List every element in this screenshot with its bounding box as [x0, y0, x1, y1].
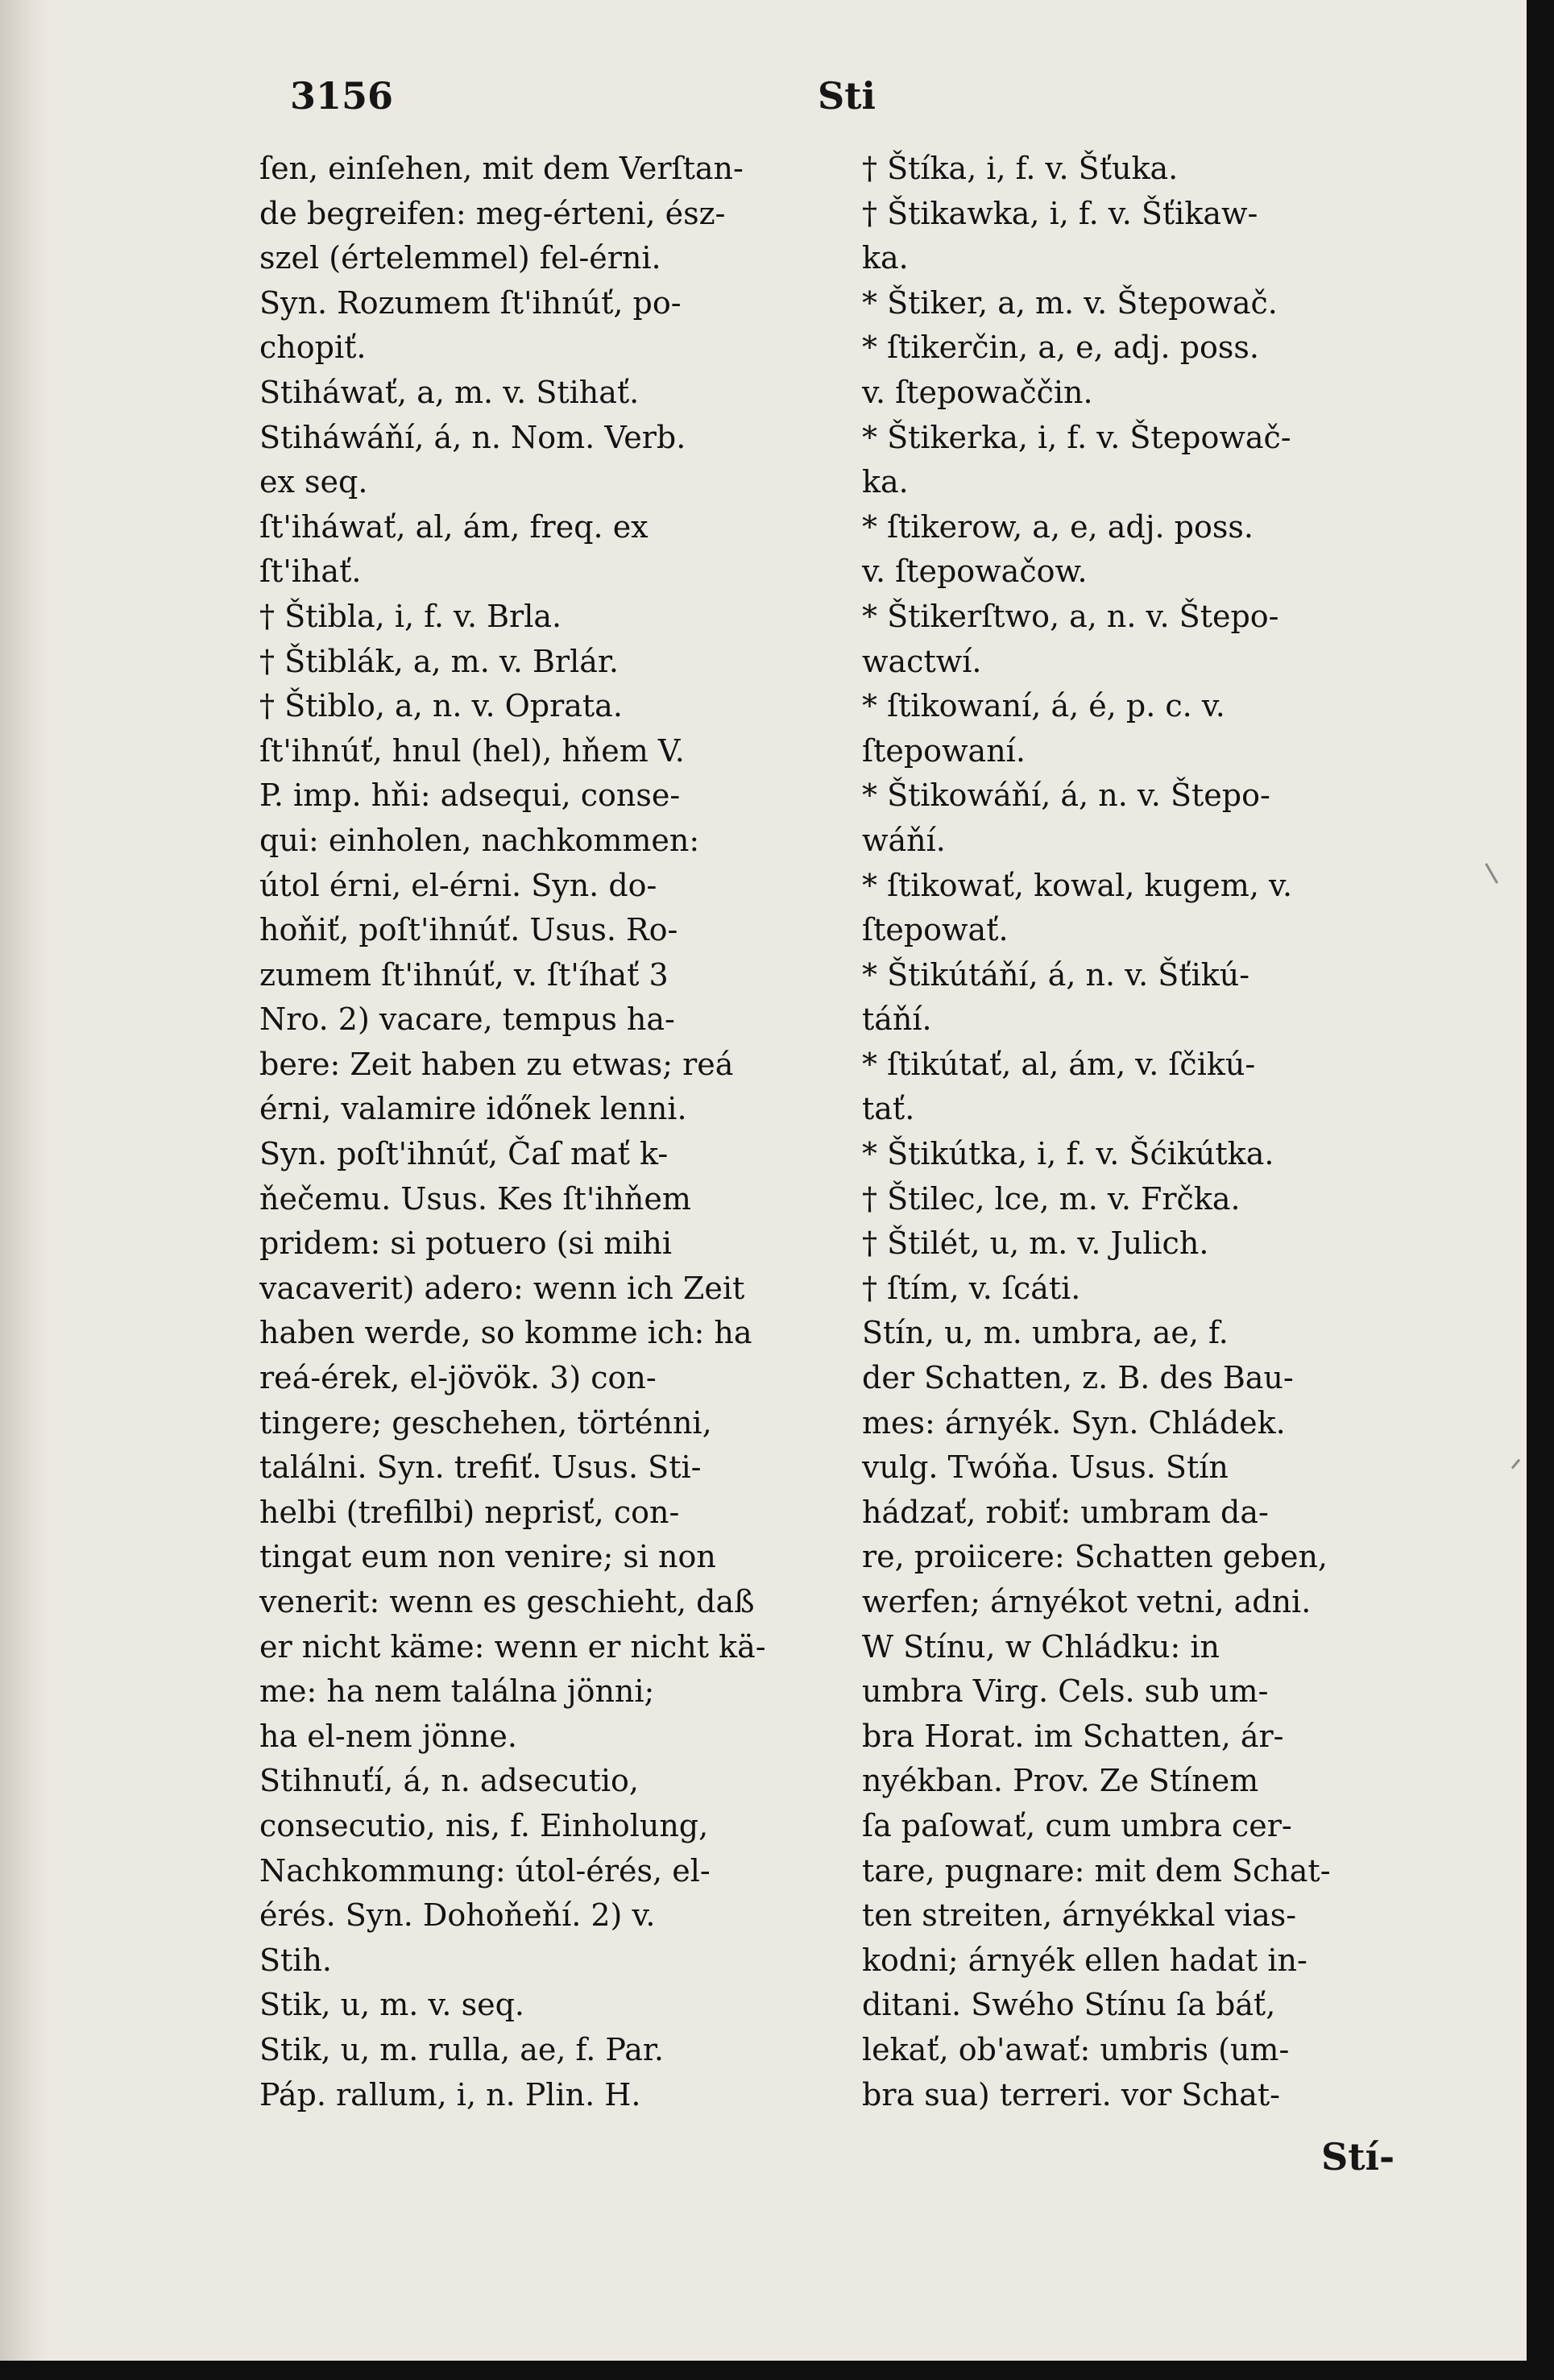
text-line: * ſtikerčin, a, e, adj. poss.: [862, 330, 1259, 366]
text-line: tať.: [862, 1091, 915, 1127]
text-line: érés. Syn. Dohoňeňí. 2) v.: [259, 1897, 656, 1934]
text-line: ſt'iháwať, al, ám, freq. ex: [259, 508, 649, 545]
text-line: umbra Virg. Cels. sub um-: [862, 1673, 1269, 1710]
text-line: nyékban. Prov. Ze Stínem: [862, 1763, 1259, 1799]
text-line: Stihnuťí, á, n. adsecutio,: [259, 1763, 640, 1799]
text-line: ňečemu. Usus. Kes ſt'ihňem: [259, 1180, 691, 1217]
text-line: Syn. poſt'ihnúť, Čaſ mať k-: [259, 1136, 669, 1172]
text-line: v. ſtepowaččin.: [862, 374, 1093, 410]
left-column: [259, 147, 839, 2117]
text-line: qui: einholen, nachkommen:: [259, 822, 700, 858]
text-line: Stih.: [259, 1942, 333, 1978]
text-line: ſt'ihnúť, hnul (hel), hňem V.: [259, 732, 685, 769]
right-column: [862, 147, 1442, 2117]
text-line: vacaverit) adero: wenn ich Zeit: [259, 1270, 745, 1306]
text-line: Stiháwať, a, m. v. Stihať.: [259, 374, 640, 410]
stray-mark: [1485, 863, 1498, 884]
text-line: wáňí.: [862, 822, 946, 858]
text-line: mes: árnyék. Syn. Chládek.: [862, 1404, 1286, 1441]
text-line: * Štikerſtwo, a, n. v. Štepo-: [862, 598, 1279, 634]
text-line: me: ha nem találna jönni;: [259, 1673, 655, 1710]
text-line: W Stínu, w Chládku: in: [862, 1628, 1220, 1665]
text-line: venerit: wenn es geschieht, daß: [259, 1584, 755, 1619]
text-line: reá-érek, el-jövök. 3) con-: [259, 1360, 657, 1396]
text-line: ten streiten, árnyékkal vias-: [862, 1897, 1297, 1934]
text-line: consecutio, nis, f. Einholung,: [259, 1807, 709, 1843]
text-line: ſen, einſehen, mit dem Verſtan-: [259, 151, 744, 186]
text-line: * Štikerka, i, f. v. Štepowač-: [862, 419, 1291, 455]
text-line: * ſtikerow, a, e, adj. poss.: [862, 508, 1254, 545]
text-line: † Štilec, lce, m. v. Frčka.: [862, 1180, 1241, 1217]
text-line: ſt'ihať.: [259, 554, 362, 590]
text-line: * Štikútka, i, f. v. Šćikútka.: [862, 1136, 1274, 1172]
text-line: ſtepowaní.: [862, 732, 1026, 769]
text-line: werfen; árnyékot vetni, adni.: [862, 1584, 1312, 1619]
text-line: bra sua) terreri. vor Schat-: [862, 2076, 1280, 2113]
text-line: * ſtikowaní, á, é, p. c. v.: [862, 688, 1225, 724]
text-line: ſtepowať.: [862, 912, 1009, 948]
text-line: szel (értelemmel) fel-érni.: [259, 240, 661, 276]
text-line: táňí.: [862, 1001, 932, 1038]
text-line: Nachkommung: útol-érés, el-: [259, 1852, 711, 1889]
text-line: hoňiť, poſt'ihnúť. Usus. Ro-: [259, 912, 678, 948]
text-line: chopiť.: [259, 330, 367, 366]
text-line: re, proiicere: Schatten geben,: [862, 1539, 1328, 1575]
text-line: † ſtím, v. ſcáti.: [862, 1270, 1081, 1306]
text-line: de begreifen: meg-érteni, ész-: [259, 195, 726, 231]
text-line: Stín, u, m. umbra, ae, f.: [862, 1315, 1229, 1351]
text-line: Syn. Rozumem ſt'ihnúť, po-: [259, 284, 682, 321]
text-line: Páp. rallum, i, n. Plin. H.: [259, 2076, 641, 2113]
text-line: † Štibla, i, f. v. Brla.: [259, 598, 562, 634]
text-line: ſa paſowať, cum umbra cer-: [862, 1807, 1292, 1843]
running-head: Sti: [818, 74, 876, 118]
text-line: hádzať, robiť: umbram da-: [862, 1494, 1269, 1530]
text-line: er nicht käme: wenn er nicht kä-: [259, 1628, 766, 1665]
text-line: der Schatten, z. B. des Bau-: [862, 1360, 1294, 1396]
text-line: útol érni, el-érni. Syn. do-: [259, 867, 657, 903]
text-line: tingat eum non venire; si non: [259, 1539, 716, 1575]
text-line: Stik, u, m. v. seq.: [259, 1987, 524, 2023]
text-line: † Štiblák, a, m. v. Brlár.: [259, 643, 619, 679]
text-line: Stiháwáňí, á, n. Nom. Verb.: [259, 419, 686, 455]
text-line: * Štikútáňí, á, n. v. Šťikú-: [862, 956, 1250, 993]
text-line: ex seq.: [259, 464, 368, 500]
page-spine-shadow: [0, 0, 48, 2361]
text-line: kodni; árnyék ellen hadat in-: [862, 1942, 1307, 1978]
text-line: találni. Syn. trefiť. Usus. Sti-: [259, 1449, 702, 1486]
text-line: * ſtikowať, kowal, kugem, v.: [862, 867, 1293, 903]
stray-mark: [1511, 1459, 1520, 1470]
text-line: v. ſtepowačow.: [862, 554, 1088, 590]
text-line: pridem: si potuero (si mihi: [259, 1225, 673, 1262]
text-line: helbi (trefilbi) neprisť, con-: [259, 1494, 680, 1530]
text-line: * Štiker, a, m. v. Štepowač.: [862, 284, 1278, 321]
text-line: bere: Zeit haben zu etwas; reá: [259, 1046, 734, 1082]
text-line: ditani. Swého Stínu ſa báť,: [862, 1987, 1276, 2023]
text-line: ka.: [862, 464, 909, 500]
text-line: wactwí.: [862, 643, 982, 679]
text-line: ha el-nem jönne.: [259, 1718, 517, 1754]
text-line: zumem ſt'ihnúť, v. ſt'íhať 3: [259, 956, 669, 993]
text-line: P. imp. hňi: adsequi, conse-: [259, 777, 681, 814]
text-line: * Štikowáňí, á, n. v. Štepo-: [862, 777, 1270, 814]
text-line: tare, pugnare: mit dem Schat-: [862, 1852, 1331, 1889]
text-line: † Štilét, u, m. v. Julich.: [862, 1225, 1209, 1262]
text-line: * ſtikútať, al, ám, v. ſčikú-: [862, 1046, 1256, 1082]
page-number: 3156: [290, 74, 394, 118]
text-line: † Štíka, i, f. v. Šťuka.: [862, 151, 1179, 186]
text-line: Stik, u, m. rulla, ae, f. Par.: [259, 2031, 664, 2067]
text-line: † Štiblo, a, n. v. Oprata.: [259, 688, 623, 724]
text-line: érni, valamire időnek lenni.: [259, 1091, 687, 1127]
text-line: tingere; geschehen, történni,: [259, 1404, 712, 1441]
text-line: † Štikawka, i, f. v. Šťikaw-: [862, 195, 1258, 231]
text-line: vulg. Twóňa. Usus. Stín: [862, 1449, 1229, 1486]
text-line: haben werde, so komme ich: ha: [259, 1315, 752, 1351]
text-line: ka.: [862, 240, 909, 276]
text-line: lekať, ob'awať: umbris (um-: [862, 2031, 1290, 2067]
catchword: Stí-: [1321, 2135, 1395, 2179]
text-line: Nro. 2) vacare, tempus ha-: [259, 1001, 675, 1038]
text-line: bra Horat. im Schatten, ár-: [862, 1718, 1284, 1754]
